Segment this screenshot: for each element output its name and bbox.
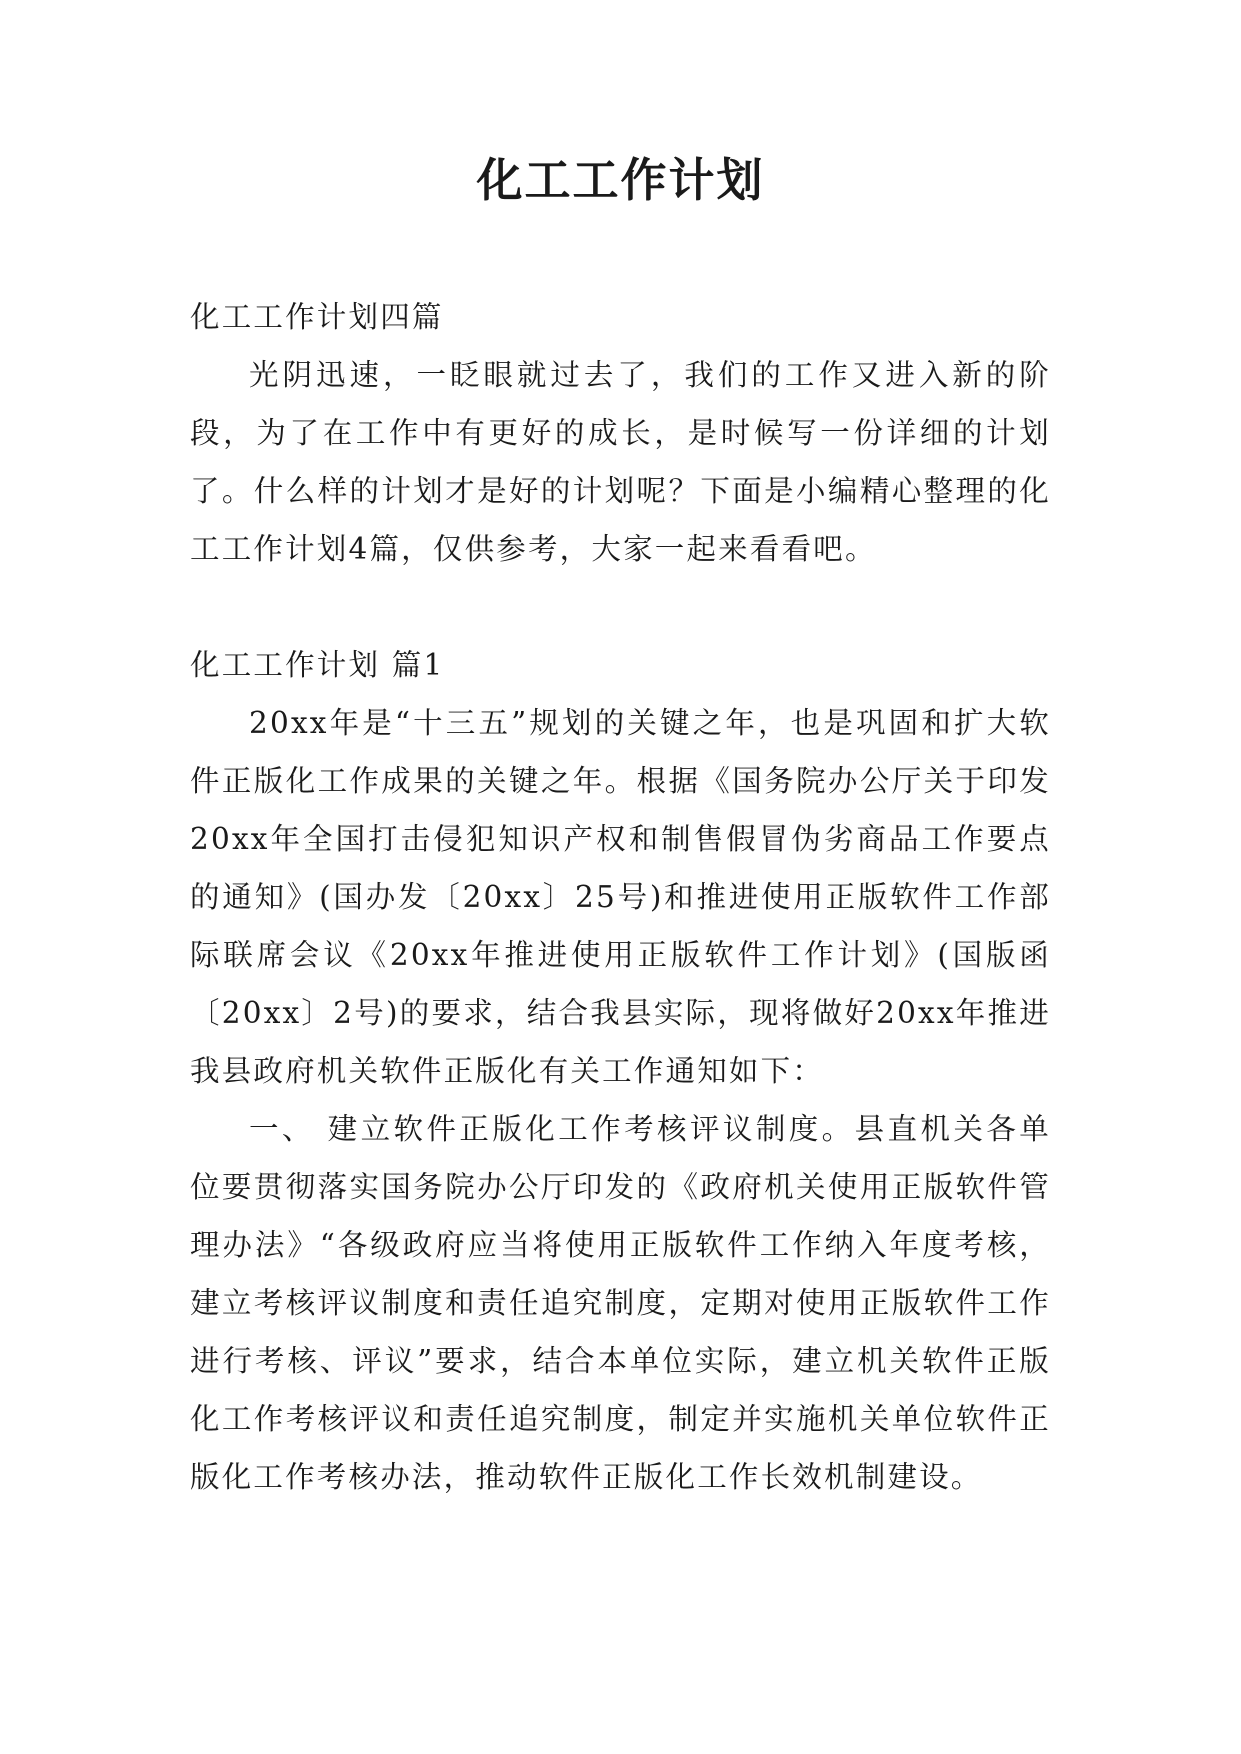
section1-paragraph-2: 一、 建立软件正版化工作考核评议制度。县直机关各单位要贯彻落实国务院办公厅印发的《政府机关使用正版软件管理办法》“各级政府应当将使用正版软件工作纳入年度考核，建立考核评议制度和责任追究制度，定期对使用正版软件工作进行考核、评议”要求，结合本单位实际，建立机关软件正版化工作考核评议和责任追究制度，制定并实施机关单位软件正版化工作考核办法，推动软件正版化工作长效机制建设。 — [190, 1112, 1051, 1494]
document-title: 化工工作计划 — [476, 153, 765, 207]
intro-paragraph: 光阴迅速，一眨眼就过去了，我们的工作又进入新的阶段，为了在工作中有更好的成长，是时候写一份详细的计划了。什么样的计划才是好的计划呢？下面是小编精心整理的化工工作计划4篇，仅供参考，大家一起来看看吧。 — [190, 358, 1051, 566]
section1-heading: 化工工作计划 篇1 — [190, 648, 445, 682]
section-spacer — [190, 578, 1051, 636]
intro-heading: 化工工作计划四篇 — [190, 300, 444, 334]
document-body — [190, 288, 1051, 1506]
section1-paragraph-1: 20xx年是“十三五”规划的关键之年，也是巩固和扩大软件正版化工作成果的关键之年。根据《国务院办公厅关于印发20xx年全国打击侵犯知识产权和制售假冒伪劣商品工作要点的通知》(国办发〔20xx〕25号)和推进使用正版软件工作部际联席会议《20xx年推进使用正版软件工作计划》(国版函〔20xx〕2号)的要求，结合我县实际，现将做好20xx年推进我县政府机关软件正版化有关工作通知如下： — [190, 706, 1051, 1088]
